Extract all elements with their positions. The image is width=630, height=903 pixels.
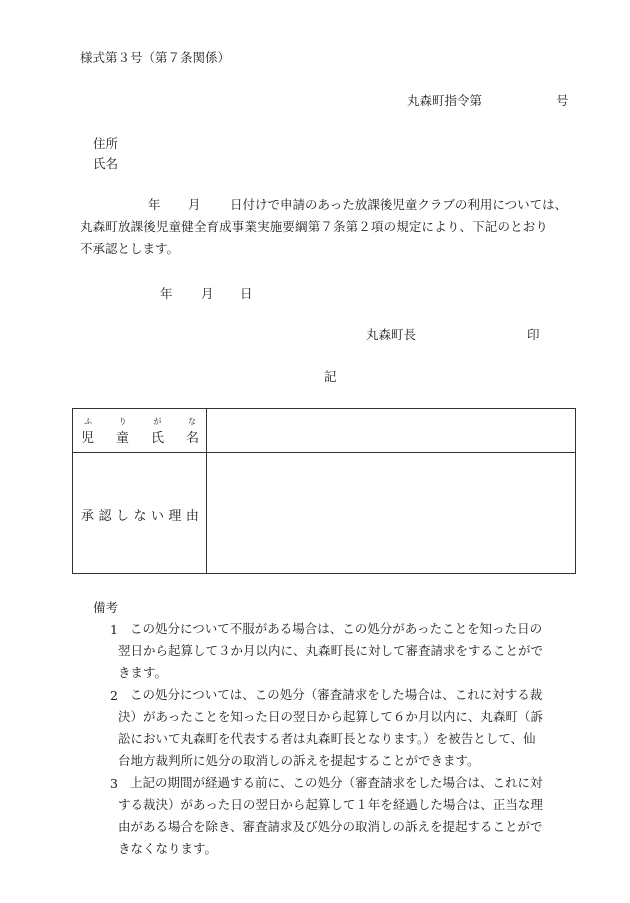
note-line: きなくなります。 [118, 841, 218, 856]
body-month: 月 [188, 197, 201, 212]
date-day: 日 [240, 286, 253, 301]
form-number: 様式第３号（第７条関係） [80, 50, 231, 65]
child-name-char: 児 [81, 431, 95, 446]
furigana-char: り [118, 417, 127, 426]
note-line: 上記の期間が経過する前に、この処分（審査請求をした場合は、これに対 [130, 775, 543, 790]
note-line: きます。 [118, 665, 168, 680]
note-line: 台地方裁判所に処分の取消しの訴えを提起することができます。 [118, 753, 480, 768]
furigana-char: な [187, 417, 196, 426]
notes-heading: 備考 [93, 600, 119, 615]
note-number: 2 [110, 688, 118, 703]
doc-number-suffix: 号 [556, 93, 569, 108]
note-line: この処分については、この処分（審査請求をした場合は、これに対する裁 [130, 687, 543, 702]
reason-char: 認 [98, 509, 112, 524]
note-item [118, 618, 588, 684]
note-item [118, 772, 588, 860]
reason-char: 承 [81, 509, 95, 524]
note-line: 由がある場合を除き、審査請求及び処分の取消しの訴えを提起することがで [118, 819, 543, 834]
note-number: 1 [110, 622, 118, 637]
note-line: 翌日から起算して３か月以内に、丸森町長に対して審査請求をすることがで [118, 643, 544, 658]
reason-char: 理 [168, 509, 182, 524]
child-name-label [81, 432, 199, 445]
note-item [118, 684, 588, 772]
issuer-name: 丸森町長 [366, 327, 417, 342]
reason-char: い [150, 509, 164, 524]
date-year: 年 [160, 286, 173, 301]
child-name-char: 名 [185, 431, 199, 446]
reason-char: し [115, 509, 129, 524]
furigana-char: が [153, 417, 162, 426]
reason-char: な [133, 509, 147, 524]
note-line: する裁決）があった日の翌日から起算して１年を経過した場合は、正当な理 [118, 797, 543, 812]
reason-label [81, 510, 199, 523]
seal-mark: 印 [527, 327, 540, 342]
note-line: この処分について不服がある場合は、この処分があったことを知った日の [130, 621, 543, 636]
body-line1-text: 日付けで申請のあった放課後児童クラブの利用については、 [230, 197, 568, 212]
record-heading: 記 [324, 369, 337, 384]
note-number: 3 [110, 776, 118, 791]
furigana-char: ふ [84, 417, 92, 426]
child-name-char: 童 [115, 431, 129, 446]
note-line: 決）があったことを知った日の翌日から起算して６か月以内に、丸森町（訴 [118, 709, 543, 724]
doc-number-prefix: 丸森町指令第 [407, 93, 483, 108]
table-row-divider [73, 452, 575, 453]
body-year: 年 [148, 197, 161, 212]
address-label: 住所 [93, 136, 119, 151]
name-label: 氏名 [93, 156, 119, 171]
furigana-label [81, 418, 199, 426]
child-name-char: 氏 [150, 431, 164, 446]
body-line3: 不承認とします。 [80, 241, 180, 256]
note-line: 訟において丸森町を代表する者は丸森町長となります。）を被告として、仙 [118, 731, 536, 746]
reason-char: 由 [185, 509, 199, 524]
date-month: 月 [201, 286, 214, 301]
body-line2: 丸森町放課後児童健全育成事業実施要綱第７条第２項の規定により、下記のとおり [80, 219, 549, 234]
applicant-table [72, 408, 576, 574]
table-column-divider [206, 409, 207, 573]
